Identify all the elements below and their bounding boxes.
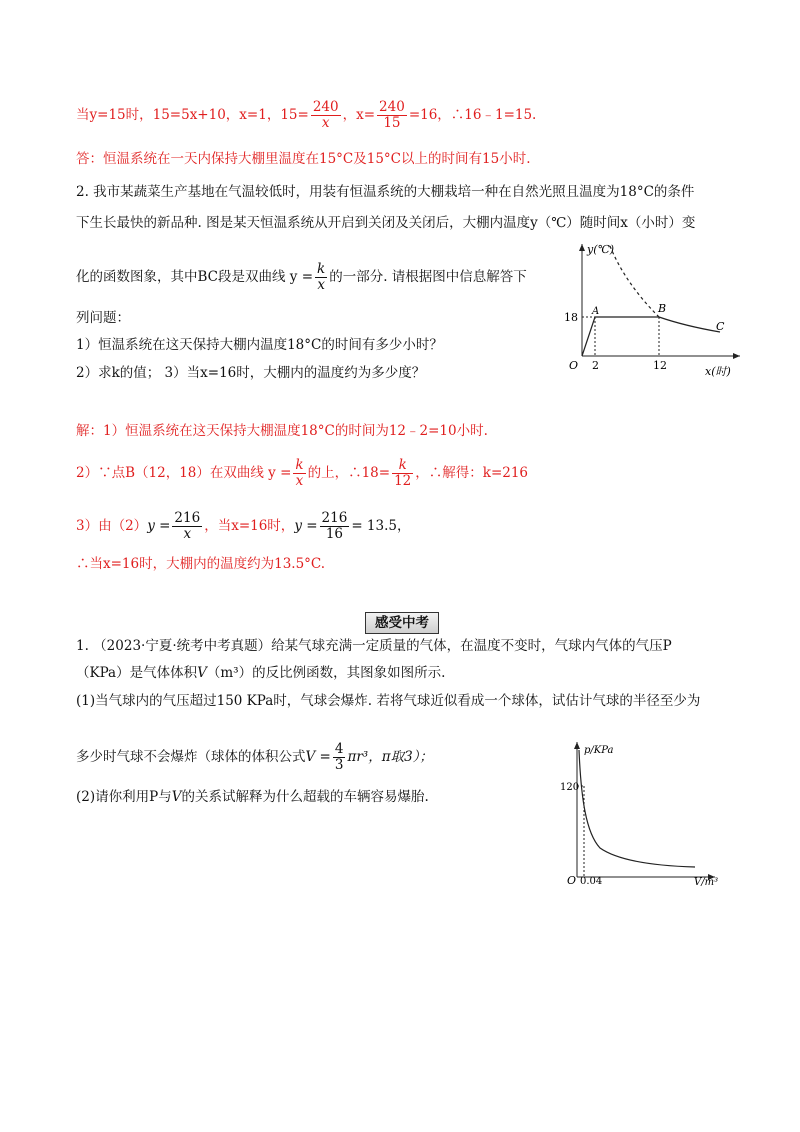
section-title: 感受中考 (365, 612, 439, 634)
point-label-C: C (716, 320, 725, 333)
q3-sub2: (2)请你利用P与V的关系试解释为什么超载的车辆容易爆胎. (76, 789, 429, 805)
sol2-line1: 解：1）恒温系统在这天保持大棚温度18°C的时间为12﹣2=10小时. (76, 423, 488, 439)
tick-label-12: 12 (653, 359, 667, 372)
fraction: $\frac{240}{x}$ (312, 99, 339, 131)
q2-sub2: 2）求k的值； 3）当x=16时，大棚内的温度约为多少度？ (76, 365, 426, 381)
x-axis-label: V/m³ (694, 877, 719, 888)
fraction: $\frac{216}{x}$ (174, 510, 201, 542)
origin-label: O (569, 359, 579, 372)
pressure-graph (560, 738, 725, 888)
q2-line3: 化的函数图象，其中BC段是双曲线 y = $\frac{k}{x}$ 的一部分. 请根据图中信息解答下 (76, 261, 527, 293)
fraction: $\frac{4}{3}$ (334, 741, 344, 773)
fraction: $\frac{240}{15}$ (379, 99, 405, 131)
curve-BC (659, 317, 720, 332)
tick-label-120: 120 (560, 782, 580, 793)
tick-label-18: 18 (564, 311, 578, 324)
q2-sub1: 1）恒温系统在这天保持大棚内温度18°C的时间有多少小时？ (76, 337, 443, 353)
point-label-B: B (658, 302, 667, 315)
fraction: $\frac{216}{16}$ (321, 510, 348, 542)
pressure-curve (579, 750, 695, 867)
sol2-line3: 3）由（2）y = $\frac{216}{x}$ ，当x=16时，y = $\frac{216}{16}$ = 13.5， (76, 510, 411, 542)
tick-label-2: 2 (592, 359, 599, 372)
sol2-line4: ∴当x=16时，大棚内的温度约为13.5°C. (76, 556, 326, 572)
fraction: $\frac{k}{12}$ (394, 457, 412, 489)
q2-line4: 列问题： (76, 310, 130, 326)
q3-sub1: (1)当气球内的气压超过150 KPa时，气球会爆炸. 若将气球近似看成一个球体，试估计气球的半径至少为 (76, 693, 701, 709)
point-label-A: A (592, 306, 600, 317)
segment-OA (582, 317, 595, 356)
tick-label-0-04: 0.04 (580, 876, 603, 887)
q3-sub1-cont: 多少时气球不会爆炸（球体的体积公式V = $\frac{4}{3}$ πr³，π取3）； (76, 741, 433, 773)
q2-line2: 下生长最快的新品种. 图是某天恒温系统从开启到关闭及关闭后，大棚内温度y（℃）随时间x（小时）变 (76, 215, 696, 231)
prev-line1: 当y=15时，15=5x+10，x=1，15= $\frac{240}{x}$ ，x= $\frac{240}{15}$ =16，∴16﹣1=15. (76, 99, 537, 131)
origin-label: O (567, 874, 577, 887)
q3-line2: （KPa）是气体体积V（m³）的反比例函数，其图象如图所示. (76, 665, 446, 681)
dashed-hyperbola (610, 246, 659, 317)
temperature-graph (555, 238, 745, 386)
fraction: $\frac{k}{x}$ (295, 457, 304, 489)
q2-line1: 2. 我市某蔬菜生产基地在气温较低时，用装有恒温系统的大棚栽培一种在自然光照且温度为18°C的条件 (76, 184, 695, 200)
y-axis-label: y(℃) (587, 243, 615, 256)
y-axis-label: p/KPa (584, 745, 614, 756)
q3-line1: 1. （2023·宁夏·统考中考真题）给某气球充满一定质量的气体，在温度不变时，气球内气体的气压P (76, 638, 672, 654)
x-axis-label: x(时) (705, 365, 731, 378)
prev-answer: 答：恒温系统在一天内保持大棚里温度在15°C及15°C以上的时间有15小时. (76, 151, 531, 167)
fraction: $\frac{k}{x}$ (317, 261, 326, 293)
sol2-line2: 2）∵点B（12，18）在双曲线 y = $\frac{k}{x}$ 的上，∴18= $\frac{k}{12}$ ，∴解得：k=216 (76, 457, 529, 489)
